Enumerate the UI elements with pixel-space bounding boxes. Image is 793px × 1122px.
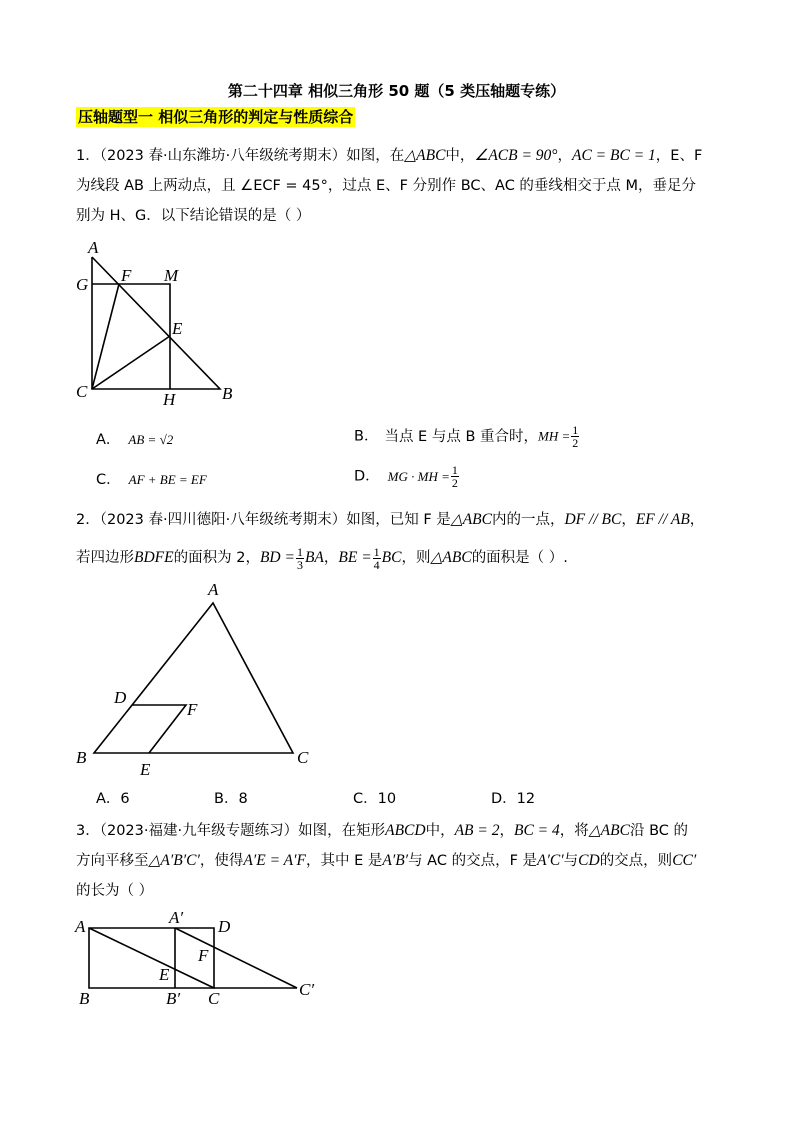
- label-b: B: [76, 748, 87, 767]
- question-text: ，使得: [199, 853, 244, 869]
- question-text: 中，: [425, 823, 455, 839]
- segment-ac: [89, 928, 214, 988]
- question-text: ，将: [559, 823, 589, 839]
- question-source: （2023·福建·九年级专题练习）: [99, 823, 299, 839]
- math-equation: AB = 2: [454, 822, 500, 839]
- segment-a1c1: [175, 928, 297, 988]
- question-number: 3．: [76, 823, 100, 839]
- question-1-figure: [70, 235, 270, 410]
- option-label: A．: [96, 432, 121, 448]
- label-c: C: [76, 382, 88, 401]
- numerator: 1: [572, 423, 579, 437]
- label-g: G: [76, 275, 89, 294]
- math-quadrilateral: BDFE: [134, 549, 174, 566]
- denominator: 2: [451, 476, 458, 490]
- question-text: 方向平移至: [76, 853, 149, 869]
- question-text: 的面积是（ ）.: [471, 550, 568, 566]
- question-text: 内的一点，: [491, 512, 565, 528]
- fraction: [373, 546, 381, 571]
- question-1: [76, 141, 726, 231]
- fraction: [296, 546, 304, 571]
- question-text: ，: [323, 550, 339, 566]
- math-triangle: △ABC: [588, 822, 630, 839]
- option-d[interactable]: [491, 789, 535, 809]
- question-text: 的面积为 2，: [173, 550, 260, 566]
- question-text: 沿 BC 的: [629, 823, 689, 839]
- fraction: [571, 424, 579, 449]
- option-value: 6: [120, 791, 130, 807]
- option-label: C．: [353, 791, 378, 807]
- option-label: B．: [214, 791, 239, 807]
- option-a[interactable]: [96, 789, 130, 809]
- label-a: A: [88, 238, 99, 257]
- label-f: F: [187, 700, 198, 719]
- option-expression: MG · MH =: [387, 468, 450, 484]
- math-triangle: △ABC: [404, 147, 446, 164]
- math-segment: CC′: [672, 852, 697, 869]
- option-label: B．: [354, 428, 379, 445]
- math-equation: AC = BC = 1: [572, 147, 656, 164]
- question-text: ，: [557, 148, 572, 164]
- question-3-line-2: [76, 846, 726, 876]
- triangle-abc: [92, 257, 220, 389]
- question-2-figure: [70, 575, 330, 780]
- label-m: M: [164, 266, 179, 285]
- math-triangle: △ABC: [430, 549, 472, 566]
- math-equation: A′E = A′F: [243, 852, 306, 869]
- option-text: 当点 E 与点 B 重合时，: [384, 428, 538, 445]
- page-title: 第二十四章 相似三角形 50 题（5 类压轴题专练）: [227, 82, 566, 100]
- question-text: 的交点，则: [599, 853, 673, 869]
- fraction: [451, 464, 459, 489]
- math-rectangle: ABCD: [385, 822, 426, 839]
- question-1-line-2: 为线段 AB 上两动点，且 ∠ECF = 45°，过点 E、F 分别作 BC、AC 的垂线相交于点 M，垂足分: [76, 178, 697, 194]
- denominator: 3: [296, 557, 303, 572]
- option-expression: MH =: [538, 428, 571, 444]
- question-text: ，其中 E 是: [305, 853, 383, 869]
- label-a-prime: A′: [169, 908, 184, 927]
- numerator: 1: [296, 544, 303, 559]
- question-3-line-1: 3．（2023·福建·九年级专题练习）如图，在矩形ABCD中，AB = 2，BC = 4，将△ABC沿 BC 的: [76, 822, 689, 839]
- label-e: E: [159, 965, 170, 984]
- label-f: F: [198, 946, 209, 965]
- label-h: H: [163, 390, 176, 409]
- numerator: 1: [373, 544, 380, 559]
- label-d: D: [218, 917, 231, 936]
- triangle-abc: [94, 603, 293, 753]
- question-1-line-1: [76, 141, 726, 171]
- label-f: F: [121, 266, 132, 285]
- label-d: D: [114, 688, 127, 707]
- denominator: 4: [373, 557, 380, 572]
- question-2-line-2: [76, 543, 726, 573]
- label-b-prime: B′: [166, 989, 181, 1008]
- math-segment: A′C′: [537, 852, 564, 869]
- question-3-figure: [70, 905, 330, 1015]
- option-c[interactable]: [353, 789, 396, 809]
- parallelogram-dfe: [132, 705, 186, 753]
- option-label: A．: [96, 791, 121, 807]
- label-a: A: [208, 580, 219, 599]
- option-expression: AF + BE = EF: [128, 472, 207, 487]
- option-label: C．: [96, 472, 121, 488]
- math-segment: CD: [578, 852, 600, 869]
- math-triangle: △A′B′C′: [148, 852, 200, 869]
- rectangle-gmh: [92, 284, 170, 389]
- question-1-line-3: 别为 H、G．以下结论错误的是（ ）: [76, 208, 311, 224]
- question-3: [76, 816, 726, 906]
- question-text: ，: [621, 512, 636, 528]
- label-c-prime: C′: [299, 980, 315, 999]
- math-parallel: DF // BC: [564, 511, 622, 528]
- label-e: E: [140, 760, 151, 779]
- question-text: 与 AC 的交点，F 是: [408, 853, 538, 869]
- option-expression: AB = √2: [128, 432, 174, 447]
- question-text: 中，: [445, 148, 475, 164]
- label-b: B: [222, 384, 233, 403]
- label-b: B: [79, 989, 90, 1008]
- question-text: 与: [563, 853, 579, 869]
- math-angle: ∠ACB = 90°: [474, 147, 558, 164]
- denominator: 2: [572, 436, 579, 450]
- question-text: 若四边形: [76, 550, 134, 566]
- question-text: 如图，已知 F 是: [346, 512, 451, 528]
- question-text: 如图，在: [346, 148, 405, 164]
- question-2-line-1: [76, 505, 726, 535]
- option-d[interactable]: [354, 464, 460, 489]
- section-heading: 压轴题型一 相似三角形的判定与性质综合: [78, 108, 354, 126]
- question-text: ，E、F: [655, 148, 703, 164]
- option-label: D．: [354, 468, 380, 485]
- option-a[interactable]: [96, 430, 173, 450]
- math-parallel: EF // AB: [635, 511, 690, 528]
- question-number: 2．: [76, 512, 100, 528]
- math-expression: BC: [381, 549, 402, 566]
- numerator: 1: [451, 463, 458, 477]
- question-number: 1．: [76, 148, 100, 164]
- label-c: C: [208, 989, 220, 1008]
- option-b[interactable]: [214, 789, 248, 809]
- math-segment: A′B′: [382, 852, 409, 869]
- option-c[interactable]: [96, 470, 207, 490]
- option-value: 10: [377, 791, 397, 807]
- math-expression: BD =: [259, 549, 295, 566]
- option-value: 12: [516, 791, 536, 807]
- option-value: 8: [238, 791, 248, 807]
- label-a: A: [75, 917, 86, 936]
- label-e: E: [172, 319, 183, 338]
- question-source: （2023 春·四川德阳·八年级统考期末）: [99, 512, 347, 528]
- label-c: C: [297, 748, 309, 767]
- option-label: D．: [491, 791, 517, 807]
- math-expression: BE =: [338, 549, 372, 566]
- option-b[interactable]: [354, 424, 580, 449]
- math-equation: BC = 4: [513, 822, 560, 839]
- math-triangle: △ABC: [450, 511, 492, 528]
- math-expression: BA: [304, 549, 324, 566]
- question-2: [76, 505, 726, 573]
- question-text: ，则: [401, 550, 431, 566]
- question-source: （2023 春·山东潍坊·八年级统考期末）: [99, 148, 347, 164]
- question-3-line-3: 的长为（ ）: [76, 883, 154, 899]
- question-text: ，: [689, 512, 705, 528]
- question-text: 如图，在矩形: [298, 823, 386, 839]
